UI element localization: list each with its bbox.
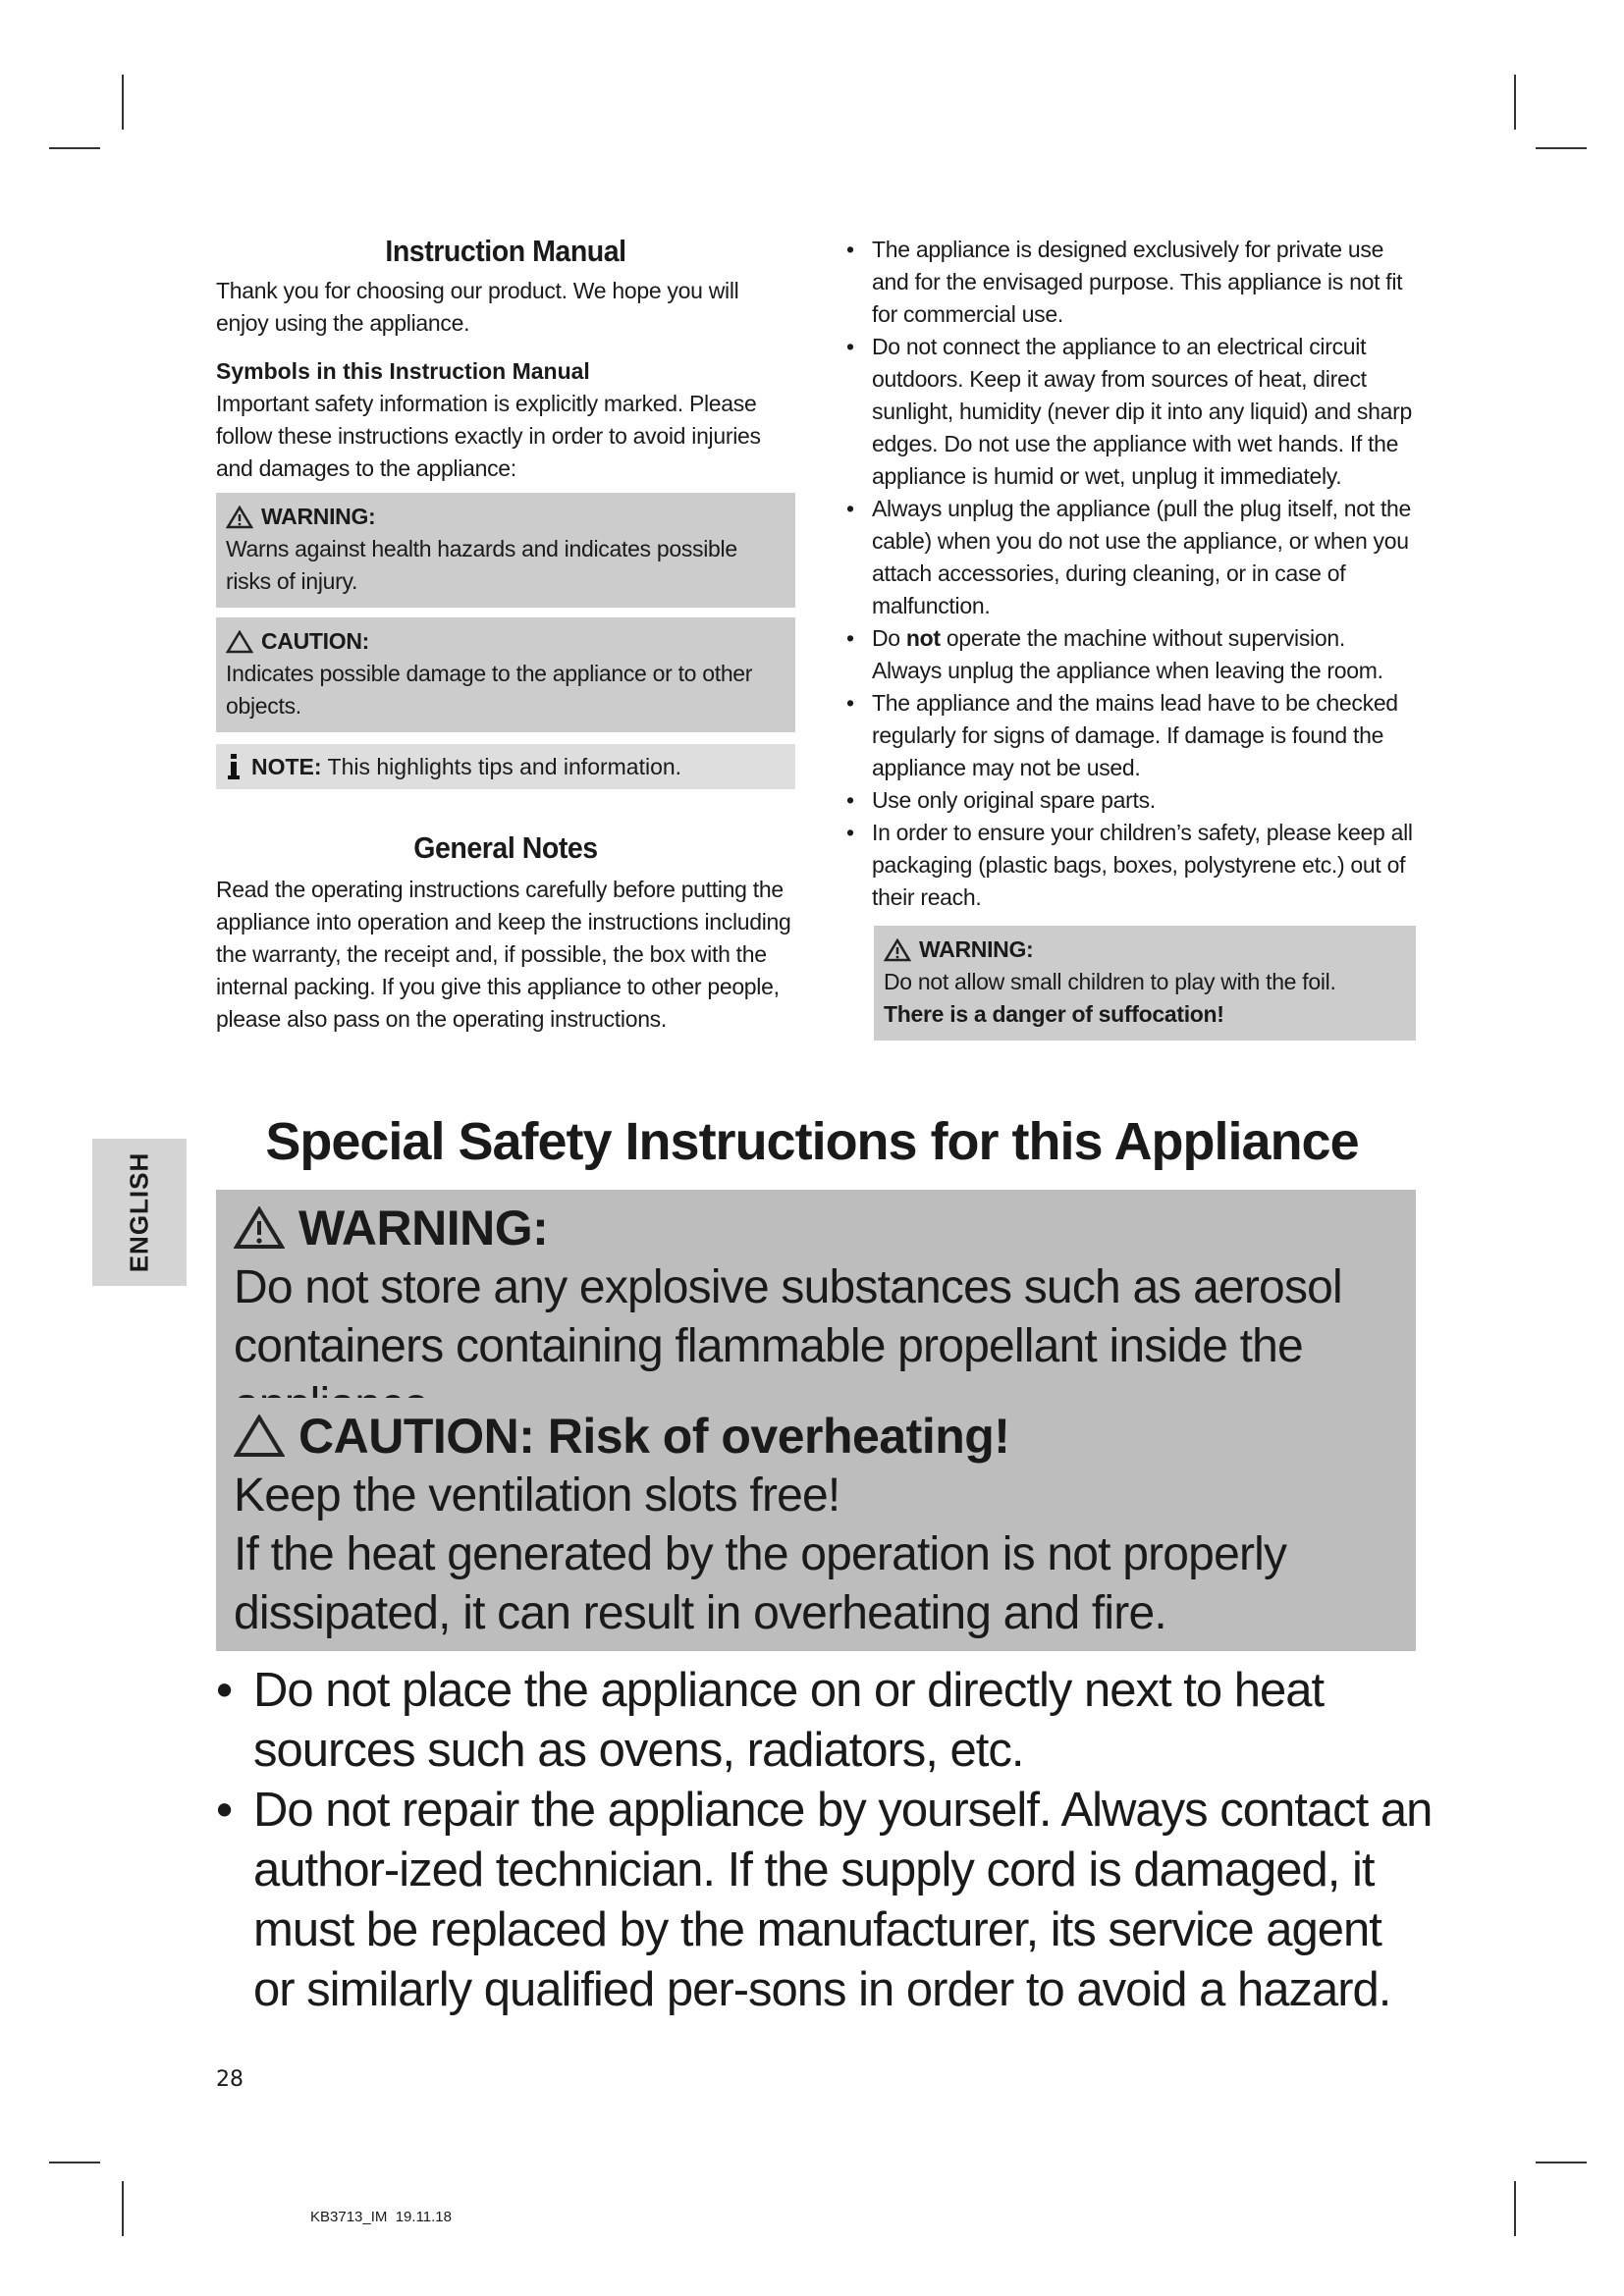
special-caution-line2: If the heat generated by the operation is not properly dissipated, it can result in overheating and fire. (234, 1528, 1287, 1639)
list-item: • In order to ensure your children’s safety, please keep all packaging (plastic bags, boxes, polystyrene etc.) out of their reach. (837, 817, 1416, 914)
foil-warning-label: WARNING: (919, 936, 1034, 962)
general-notes-text: Read the operating instructions carefully before putting the appliance into operation and keep the instructions including the warranty, the receipt and, if possible, the box with the internal packing. If you give this appliance to other people, please also pass on the operating instructions. (216, 877, 791, 1032)
special-warning-text: Do not store any explosive substances such as aerosol containers containing flammable propellant inside the (234, 1261, 1342, 1372)
warning-label: WARNING: (261, 504, 376, 529)
warning-icon (234, 1206, 285, 1250)
note-label: NOTE: (251, 754, 322, 779)
right-column (837, 234, 1416, 1041)
supervision-bold: not (905, 625, 941, 651)
list-item-supervision (837, 622, 1416, 687)
general-notes-heading: General Notes (413, 830, 598, 865)
list-item: • The appliance and the mains lead have to be checked regularly for signs of damage. If damage is found the appliance may not be used. (837, 687, 1416, 784)
special-caution-line1: Keep the ventilation slots free! (234, 1469, 840, 1522)
list-item: • Do not repair the appliance by yourself. Always contact an author-ized technician. If the supply cord is damaged, it must be replaced by the manufacturer, its service agent or similarly qualified per-sons in order to avoid a hazard. (216, 1781, 1434, 2020)
note-box (216, 744, 795, 789)
special-safety-title: Special Safety Instructions for this Appliance (265, 1112, 1359, 1171)
supervision-pre: Do (872, 625, 900, 651)
special-warning-label: WARNING: (298, 1201, 549, 1255)
caution-icon (226, 630, 253, 654)
special-caution-box (216, 1398, 1416, 1651)
list-item: • Do not connect the appliance to an electrical circuit outdoors. Keep it away from sources of heat, direct sunlight, humidity (never dip it into any liquid) and sharp edges. Do not use the appliance with wet hands. If the appliance is humid or wet, unplug it immediately. (837, 331, 1416, 493)
supervision-post: operate the machine without supervision. Always unplug the appliance when leaving the room. (872, 625, 1383, 683)
foil-warning-box (874, 926, 1416, 1041)
language-tab-label: ENGLISH (124, 1151, 154, 1273)
crop-mark (1514, 2181, 1516, 2236)
note-text: This highlights tips and information. (327, 754, 682, 779)
caution-text: Indicates possible damage to the appliance or to other objects. (226, 661, 753, 719)
intro-text: Thank you for choosing our product. We hope you will enjoy using the appliance. (216, 278, 739, 336)
special-bullets (216, 1661, 1434, 2020)
list-item: • Do not place the appliance on or directly next to heat sources such as ovens, radiators, etc. (216, 1661, 1434, 1781)
list-item: • Always unplug the appliance (pull the plug itself, not the cable) when you do not use the appliance, or when you attach accessories, during cleaning, or in case of malfunction. (837, 493, 1416, 622)
left-column (216, 234, 795, 1036)
crop-mark (1536, 2162, 1587, 2163)
foil-warning-bold: There is a danger of suffocation! (884, 1001, 1224, 1027)
caution-label: CAUTION: (261, 628, 370, 654)
warning-icon (226, 506, 253, 529)
foil-warning-text: Do not allow small children to play with the foil. (884, 969, 1336, 994)
crop-mark (122, 75, 124, 130)
special-caution-label: CAUTION: Risk of overheating! (298, 1409, 1010, 1464)
caution-box (216, 617, 795, 732)
warning-icon (884, 938, 911, 962)
crop-mark (49, 147, 100, 149)
symbols-heading: Symbols in this Instruction Manual (216, 358, 590, 384)
warning-box (216, 493, 795, 608)
warning-text: Warns against health hazards and indicates possible risks of injury. (226, 536, 737, 594)
crop-mark (1514, 75, 1516, 130)
info-icon (226, 754, 242, 779)
crop-mark (1536, 147, 1587, 149)
doc-code: KB3713_IM 19.11.18 (310, 2209, 452, 2225)
crop-mark (49, 2162, 100, 2163)
caution-icon (234, 1415, 285, 1458)
page-number: 28 (216, 2067, 244, 2092)
manual-title: Instruction Manual (385, 234, 626, 268)
symbols-text: Important safety information is explicitly marked. Please follow these instructions exactly in order to avoid injuries and damages to the appliance: (216, 391, 761, 481)
list-item: • Use only original spare parts. (837, 784, 1416, 817)
crop-mark (122, 2181, 124, 2236)
list-item: • The appliance is designed exclusively for private use and for the envisaged purpose. This appliance is not fit for commercial use. (837, 234, 1416, 331)
